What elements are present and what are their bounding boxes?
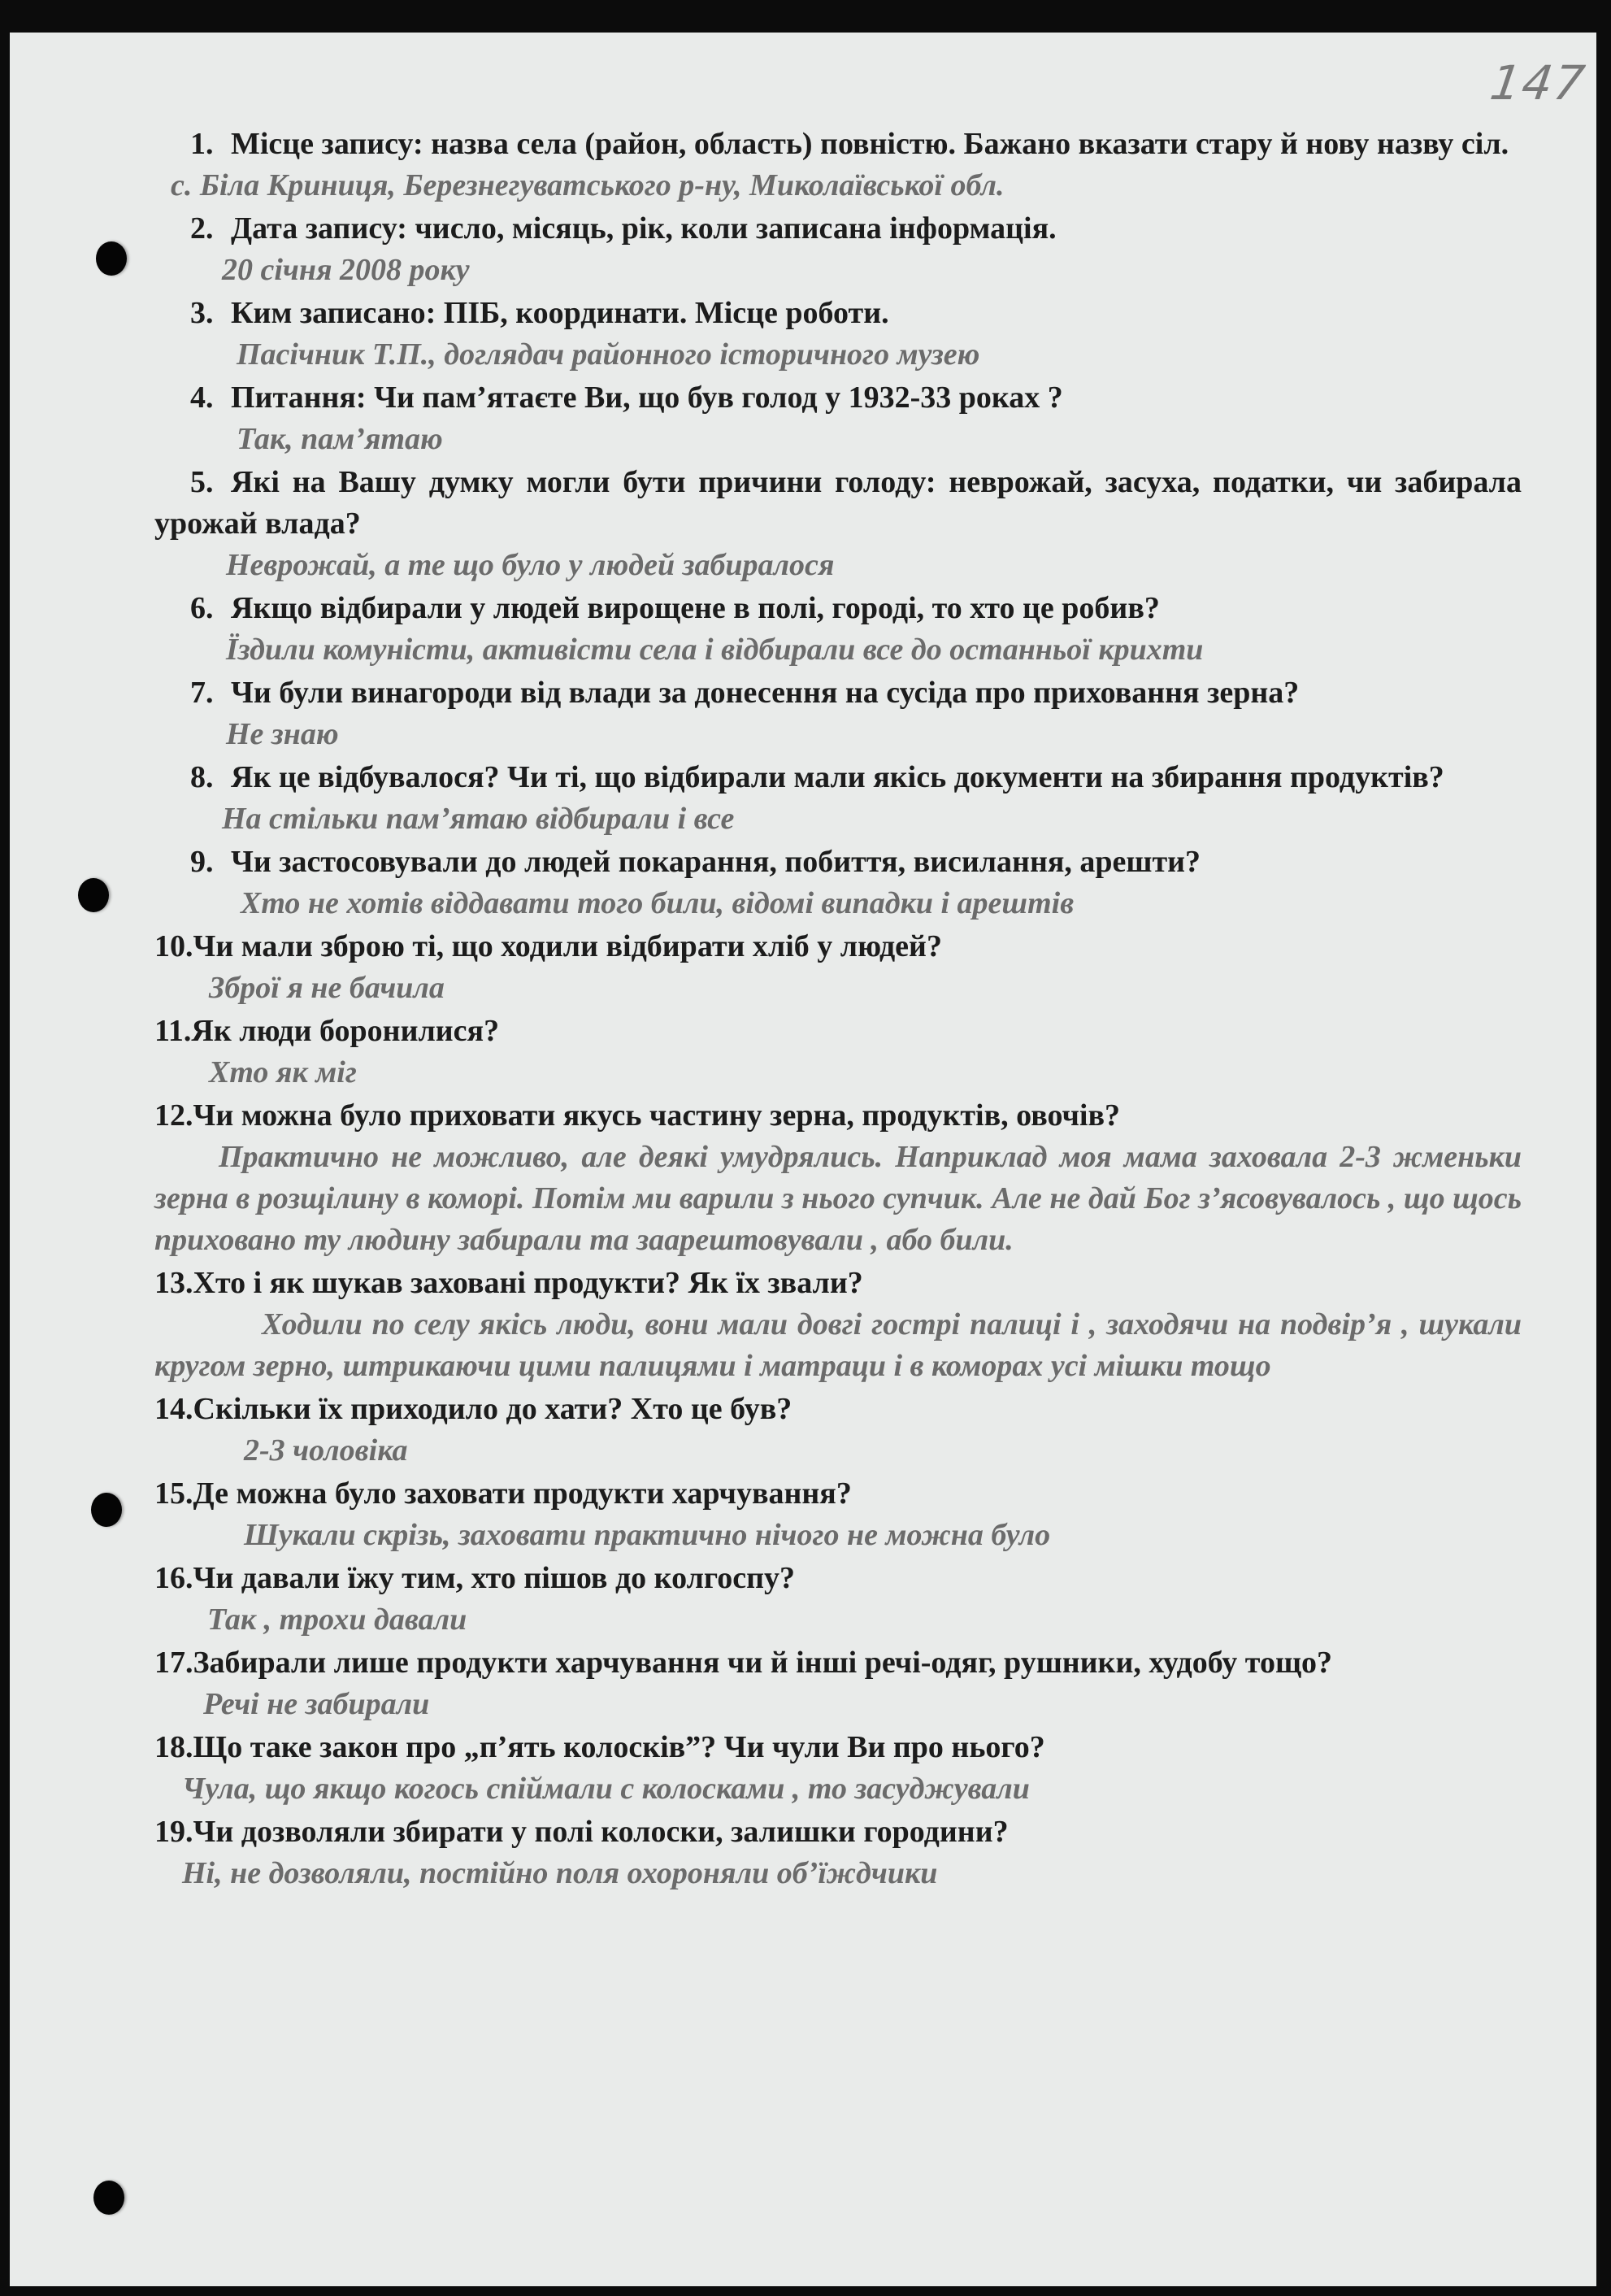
answer-13: Ходили по селу якісь люди, вони мали довгі гострі палиці і , заходячи на подвір’я , шукали кругом зерно, штрикаючи цими палицями і матраци і в коморах усі мішки тощо <box>154 1307 1522 1383</box>
answer-15: Шукали скрізь, заховати практично нічого не можна було <box>244 1518 1051 1552</box>
question-number: 5. <box>190 465 214 499</box>
question-text: Чи мали зброю ті, що ходили відбирати хліб у людей? <box>193 929 942 963</box>
question-8 <box>154 757 1522 798</box>
question-7 <box>154 672 1522 714</box>
question-14 <box>154 1389 1522 1430</box>
question-text: Чи застосовували до людей покарання, побиття, висилання, арешти? <box>231 845 1201 879</box>
punch-hole-icon <box>78 878 109 912</box>
question-number: 1. <box>190 127 214 161</box>
answer-11: Хто як міг <box>209 1055 357 1089</box>
question-text: Як люди боронилися? <box>191 1014 500 1048</box>
handwritten-page-number: 147 <box>1487 55 1590 111</box>
question-10 <box>154 926 1522 968</box>
question-number: 12. <box>154 1098 193 1133</box>
question-15 <box>154 1473 1522 1515</box>
answer-4: Так, пам’ятаю <box>237 422 443 456</box>
question-text: Хто і як шукав заховані продукти? Як їх звали? <box>193 1266 863 1300</box>
question-6 <box>154 588 1522 629</box>
question-16 <box>154 1558 1522 1599</box>
question-text: Як це відбувалося? Чи ті, що відбирали мали якісь документи на збирання продуктів? <box>231 760 1444 794</box>
question-number: 10. <box>154 929 193 963</box>
question-9 <box>154 841 1522 883</box>
answer-10: Зброї я не бачила <box>209 971 445 1005</box>
question-number: 8. <box>190 760 214 794</box>
question-5 <box>154 462 1522 545</box>
question-text: Чи були винагороди від влади за донесення на сусіда про приховання зерна? <box>231 676 1300 710</box>
question-text: Забирали лише продукти харчування чи й інші речі-одяг, рушники, худобу тощо? <box>193 1646 1333 1680</box>
question-number: 4. <box>190 380 214 415</box>
question-text: Якщо відбирали у людей вирощене в полі, городі, то хто це робив? <box>231 591 1160 625</box>
question-text: Що таке закон про „п’ять колосків”? Чи чули Ви про нього? <box>193 1730 1045 1764</box>
question-19 <box>154 1811 1522 1853</box>
question-12 <box>154 1095 1522 1137</box>
question-number: 13. <box>154 1266 193 1300</box>
answer-14: 2-3 чоловіка <box>244 1433 408 1468</box>
question-18 <box>154 1727 1522 1768</box>
answer-16: Так , трохи давали <box>207 1602 467 1637</box>
question-text: Дата запису: число, місяць, рік, коли записана інформація. <box>231 211 1057 246</box>
question-4 <box>154 377 1522 419</box>
question-number: 2. <box>190 211 214 246</box>
question-2 <box>154 208 1522 250</box>
answer-5: Неврожай, а те що було у людей забиралося <box>226 548 835 582</box>
question-text: Місце запису: назва села (район, область) повністю. Бажано вказати стару й нову назву сіл. <box>231 127 1509 161</box>
answer-6: Їздили комуністи, активісти села і відбирали все до останньої крихти <box>226 633 1204 667</box>
question-number: 17. <box>154 1646 193 1680</box>
question-text: Питання: Чи пам’ятаєте Ви, що був голод у 1932-33 роках ? <box>231 380 1063 415</box>
question-number: 7. <box>190 676 214 710</box>
questionnaire <box>154 124 1522 1896</box>
question-number: 15. <box>154 1476 193 1511</box>
document-page <box>10 33 1596 2286</box>
question-number: 19. <box>154 1815 193 1849</box>
answer-19: Ні, не дозволяли, постійно поля охороняли об’їждчики <box>182 1856 938 1890</box>
question-number: 11. <box>154 1014 192 1048</box>
punch-hole-icon <box>96 241 127 276</box>
question-number: 9. <box>190 845 214 879</box>
answer-9: Хто не хотів віддавати того били, відомі випадки і арештів <box>241 886 1075 920</box>
answer-7: Не знаю <box>226 717 339 751</box>
answer-2: 20 січня 2008 року <box>222 253 470 287</box>
question-number: 3. <box>190 296 214 330</box>
question-text: Чи можна було приховати якусь частину зерна, продуктів, овочів? <box>193 1098 1120 1133</box>
question-text: Скільки їх приходило до хати? Хто це був? <box>193 1392 792 1426</box>
punch-hole-icon <box>91 1493 122 1527</box>
answer-3: Пасічник Т.П., доглядач районного історичного музею <box>237 337 980 372</box>
answer-17: Речі не забирали <box>203 1687 430 1721</box>
question-text: Чи дозволяли збирати у полі колоски, залишки городини? <box>193 1815 1009 1849</box>
question-17 <box>154 1642 1522 1684</box>
question-3 <box>154 293 1522 334</box>
question-text: Де можна було заховати продукти харчування? <box>193 1476 852 1511</box>
question-text: Ким записано: ПІБ, координати. Місце роботи. <box>231 296 889 330</box>
question-text: Чи давали їжу тим, хто пішов до колгоспу? <box>193 1561 795 1595</box>
question-number: 16. <box>154 1561 193 1595</box>
question-number: 6. <box>190 591 214 625</box>
answer-18: Чула, що якщо когось спіймали с колосками , то засуджували <box>182 1772 1030 1806</box>
question-13 <box>154 1263 1522 1304</box>
question-text: Які на Вашу думку могли бути причини голоду: неврожай, засуха, податки, чи забирала урожай влада? <box>154 465 1522 541</box>
answer-8: На стільки пам’ятаю відбирали і все <box>222 802 735 836</box>
question-number: 18. <box>154 1730 193 1764</box>
answer-1: с. Біла Криниця, Березнегуватського р-ну, Миколаївської обл. <box>171 168 1005 202</box>
punch-hole-icon <box>93 2181 124 2215</box>
question-11 <box>154 1011 1522 1052</box>
answer-12: Практично не можливо, але деякі умудрялись. Наприклад моя мама заховала 2-3 жменьки зерна в розщілину в коморі. Потім ми варили з нього супчик. Але не дай Бог з’ясовувалось , що щось приховано ту людину забирали та заарештовували , або били. <box>154 1140 1522 1257</box>
question-1 <box>154 124 1522 165</box>
question-number: 14. <box>154 1392 193 1426</box>
